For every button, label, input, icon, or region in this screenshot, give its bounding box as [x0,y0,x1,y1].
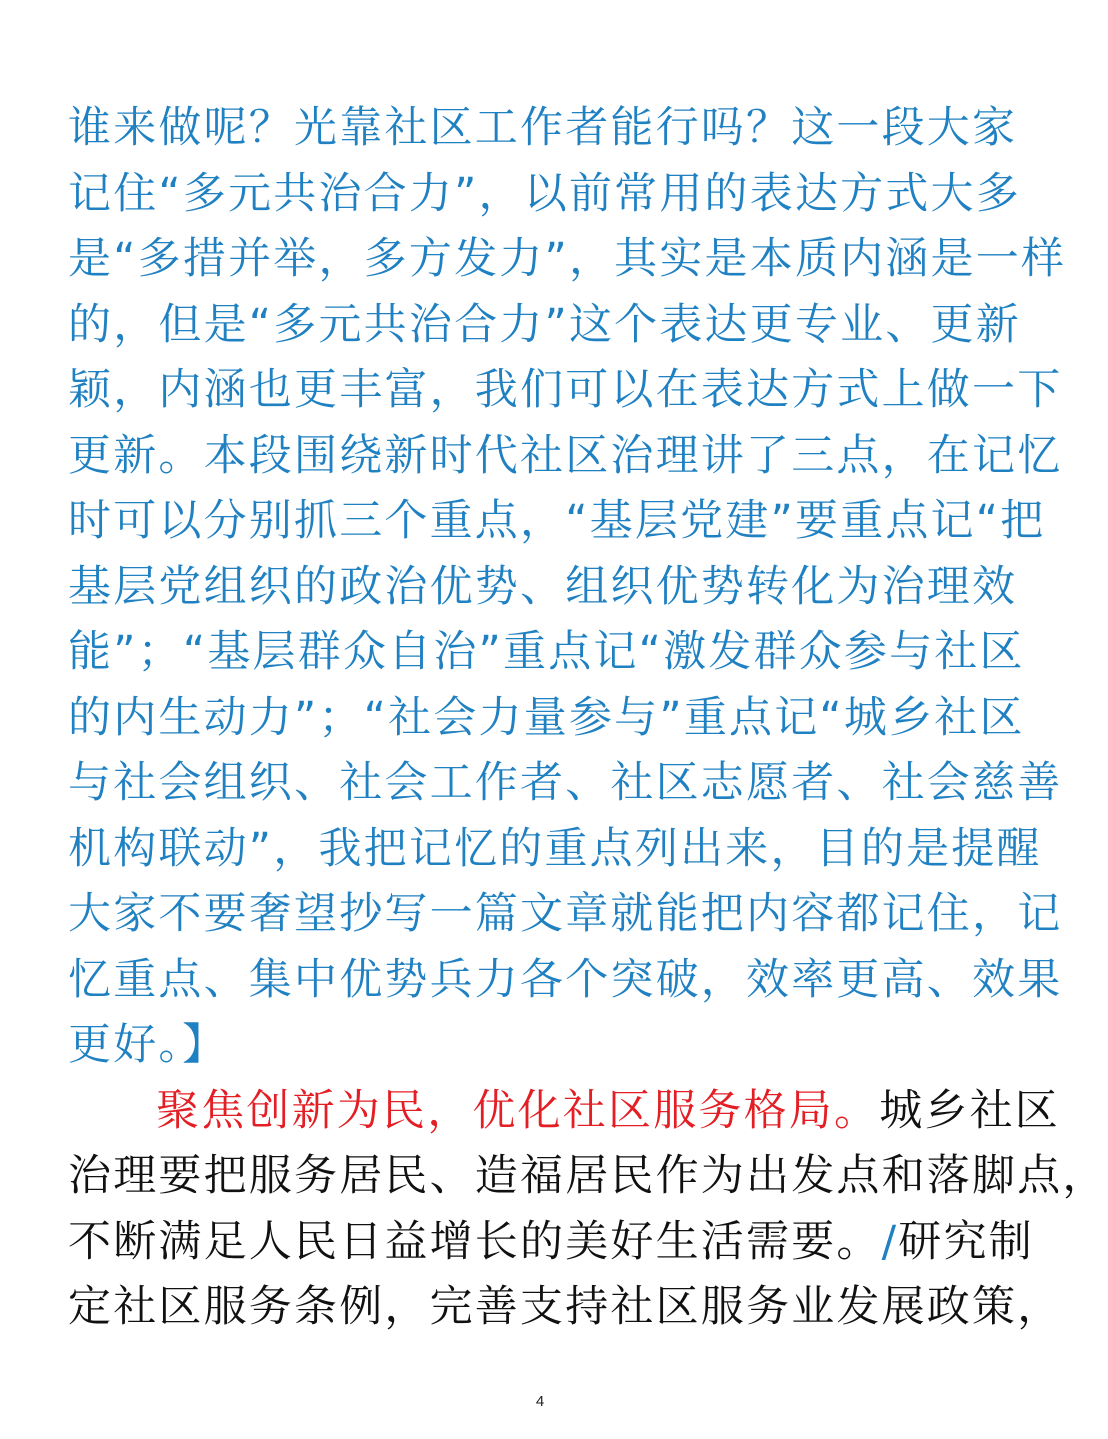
commentary-line: 的内生动力”；“社会力量参与”重点记“城乡社区 [68,692,1025,743]
commentary-line: 是“多措并举，多方发力”，其实是本质内涵是一样 [68,234,1067,284]
commentary-line: 机构联动”，我把记忆的重点列出来，目的是提醒 [68,823,1042,874]
section-first-line [68,1079,1061,1145]
commentary-line: 更新。本段围绕新时代社区治理讲了三点，在记忆 [68,430,1063,481]
commentary-line: 颖，内涵也更丰富，我们可以在表达方式上做一下 [68,365,1063,415]
page-body [68,96,1108,1341]
commentary-line: 能”；“基层群众自治”重点记“激发群众参与社区 [68,627,1025,677]
commentary-line: 基层党组织的政治优势、组织优势转化为治理效 [68,561,1018,612]
commentary-line: 时可以分别抓三个重点，“基层党建”要重点记“把 [68,496,1046,546]
section-line-rest: 研究制 [898,1216,1034,1267]
commentary-line: 谁来做呢？光靠社区工作者能行吗？这一段大家 [68,103,1018,153]
commentary-line: 记住“多元共治合力”，以前常用的表达方式大多 [68,168,1021,219]
commentary-line: 的，但是“多元共治合力”这个表达更专业、更新 [68,299,1021,350]
section-line: 定社区服务条例，完善支持社区服务业发展政策， [68,1282,1063,1332]
section-heading: 聚焦创新为民，优化社区服务格局。 [156,1085,880,1136]
section-first-line-rest: 城乡社区 [879,1085,1061,1136]
commentary-line: 与社会组织、社会工作者、社区志愿者、社会慈善 [68,758,1063,808]
section-line: 治理要把服务居民、造福居民作为出发点和落脚点， [68,1151,1108,1201]
slash-separator: / [881,1216,899,1267]
section-line-text: 不断满足人民日益增长的美好生活需要。 [68,1216,882,1267]
commentary-line: 更好。】 [68,1020,228,1070]
section-line [68,1210,1034,1276]
commentary-line: 大家不要奢望抄写一篇文章就能把内容都记住，记 [68,889,1063,939]
page-number: 4 [535,1393,545,1410]
commentary-line: 忆重点、集中优势兵力各个突破，效率更高、效果 [68,954,1063,1005]
